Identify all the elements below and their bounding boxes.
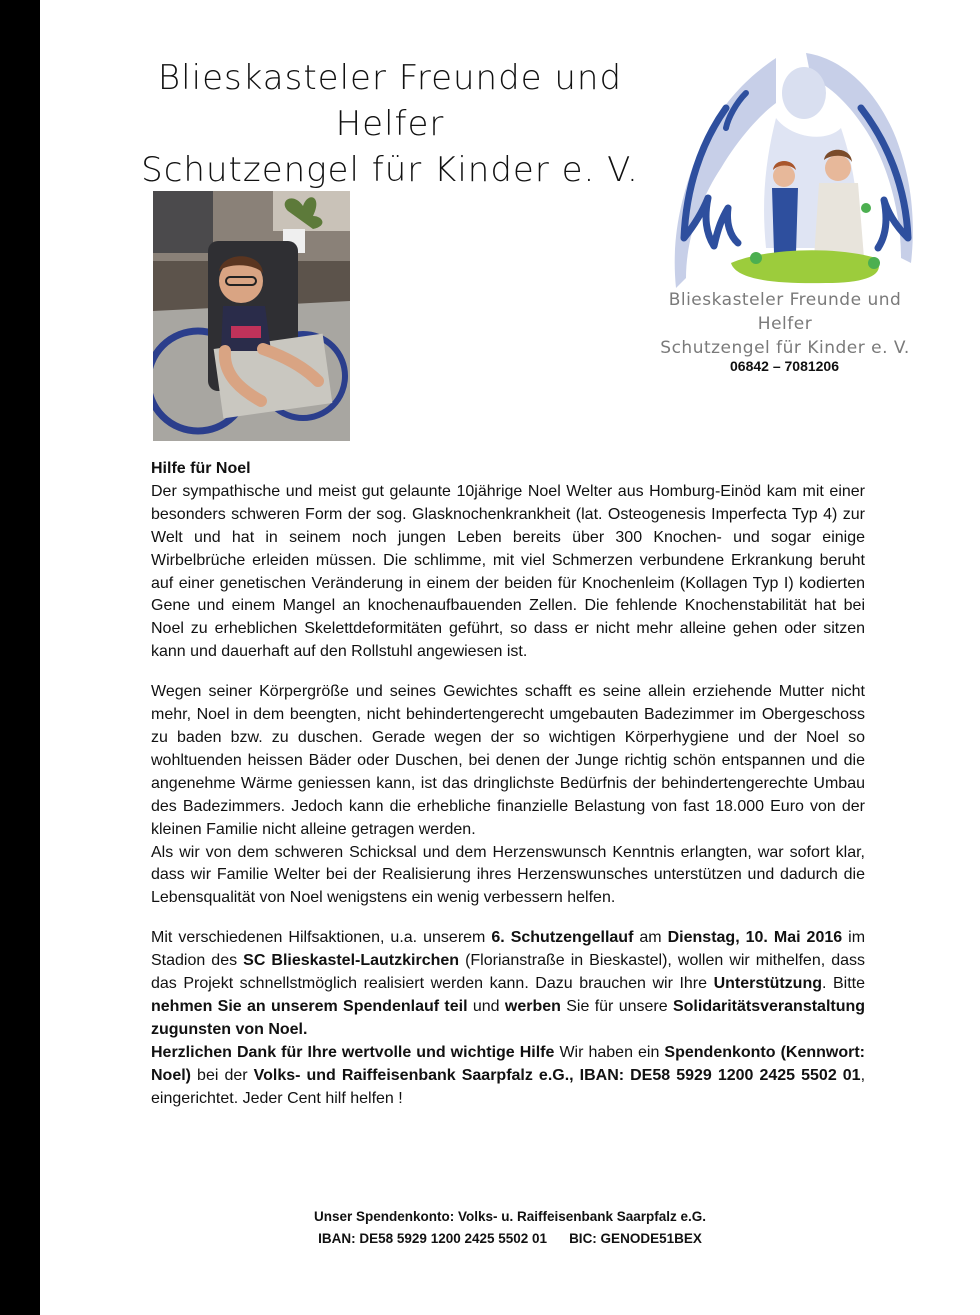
article-paragraph-1: Der sympathische und meist gut gelaunte 10jährige Noel Welter aus Homburg-Einöd kam mit einer besonders schweren Form der sog. Glasknochenkrankheit (lat. Osteogenesis Imperfecta Typ 4) zur Welt und hat in seinem noch jungen Leben bereits über 300 Knochen- und sogar einige Wirbelbrüche erleiden müssen. Die schlimme, mit viel Schmerzen verbundene Erkrankung beruht auf einer genetischen Veränderung in einem der beiden für Knochenleim (Kollagen Typ I) kodierten Gene und einem Mangel an knochenaufbauenden Zellen. Die fehlende Knochenstabilität hat bei Noel zu erheblichen Skelettdeformitäten geführt, so dass er nicht mehr alleine gehen oder sitzen kann und dauerhaft auf den Rollstuhl angewiesen ist. bbox=[151, 482, 865, 661]
article-heading: Hilfe für Noel bbox=[151, 460, 251, 477]
footer-bank-details bbox=[40, 1206, 980, 1250]
logo-text-line1: Blieskasteler Freunde und Helfer bbox=[668, 290, 902, 334]
logo-text-line2: Schutzengel für Kinder e. V. bbox=[660, 338, 910, 358]
footer-iban: IBAN: DE58 5929 1200 2425 5502 01 bbox=[318, 1231, 548, 1246]
document-page bbox=[40, 0, 980, 1315]
phone-number: 06842 – 7081206 bbox=[730, 358, 839, 374]
article-paragraph-2: Wegen seiner Körpergröße und seines Gewichtes schafft es seine allein erziehende Mutter nicht mehr, Noel in dem beengten, nicht behindertengerecht umgebauten Badezimmer im Obergeschoss zu baden bzw. zu duschen. Gerade wegen der so wichtigen Körperhygiene und der Noel so wohltuenden heissen Bäder oder Duschen, bei denen der Junge richtig schön entspannen und die angenehme Wärme geniessen kann, ist das dringlichste Bedürfnis der behindertengerechte Umbau des Badezimmers. Jedoch kann die erhebliche finanzielle Belastung von fast 18.000 Euro von der kleinen Familie nicht alleine getragen werden. bbox=[151, 683, 865, 838]
footer-bank-line: Unser Spendenkonto: Volks- u. Raiffeisenbank Saarpfalz e.G. bbox=[313, 1209, 707, 1224]
logo-text bbox=[640, 288, 930, 360]
article-paragraph-4: Mit verschiedenen Hilfsaktionen, u.a. unserem 6. Schutzengellauf am Dienstag, 10. Mai 2016 im Stadion des SC Blieskastel-Lautzkirchen (Florianstraße in Bieskastel), wollen wir mithelfen, dass das Projekt schnellstmöglich realisiert werden kann. Dazu brauchen wir Ihre Unterstützung. Bitte nehmen Sie an unserem Spendenlauf teil und werben Sie für unsere Solidaritätsveranstaltung zugunsten von Noel. bbox=[151, 929, 866, 1038]
footer-bic: BIC: GENODE51BEX bbox=[569, 1231, 702, 1246]
header-title bbox=[130, 55, 650, 193]
article bbox=[151, 458, 865, 1110]
header-title-line1: Blieskasteler Freunde und Helfer bbox=[157, 58, 623, 144]
article-paragraph-3: Als wir von dem schweren Schicksal und dem Herzenswunsch Kenntnis erlangten, war sofort klar, dass wir Familie Welter bei der Realisierung ihres Herzenswunsches unterstützen und dadurch die Lebensqualität von Noel wenigstens ein wenig verbessern helfen. bbox=[151, 843, 865, 907]
noel-photo bbox=[153, 191, 350, 441]
footer-iban-bic-line bbox=[40, 1228, 980, 1250]
article-paragraph-5: Herzlichen Dank für Ihre wertvolle und wichtige Hilfe Wir haben ein Spendenkonto (Kennwort: Noel) bei der Volks- und Raiffeisenbank Saarpfalz e.G., IBAN: DE58 5929 1200 2425 5502 01, eingerichtet. Jeder Cent hilf helfen ! bbox=[151, 1043, 866, 1107]
header-title-line2: Schutzengel für Kinder e. V. bbox=[141, 150, 639, 190]
